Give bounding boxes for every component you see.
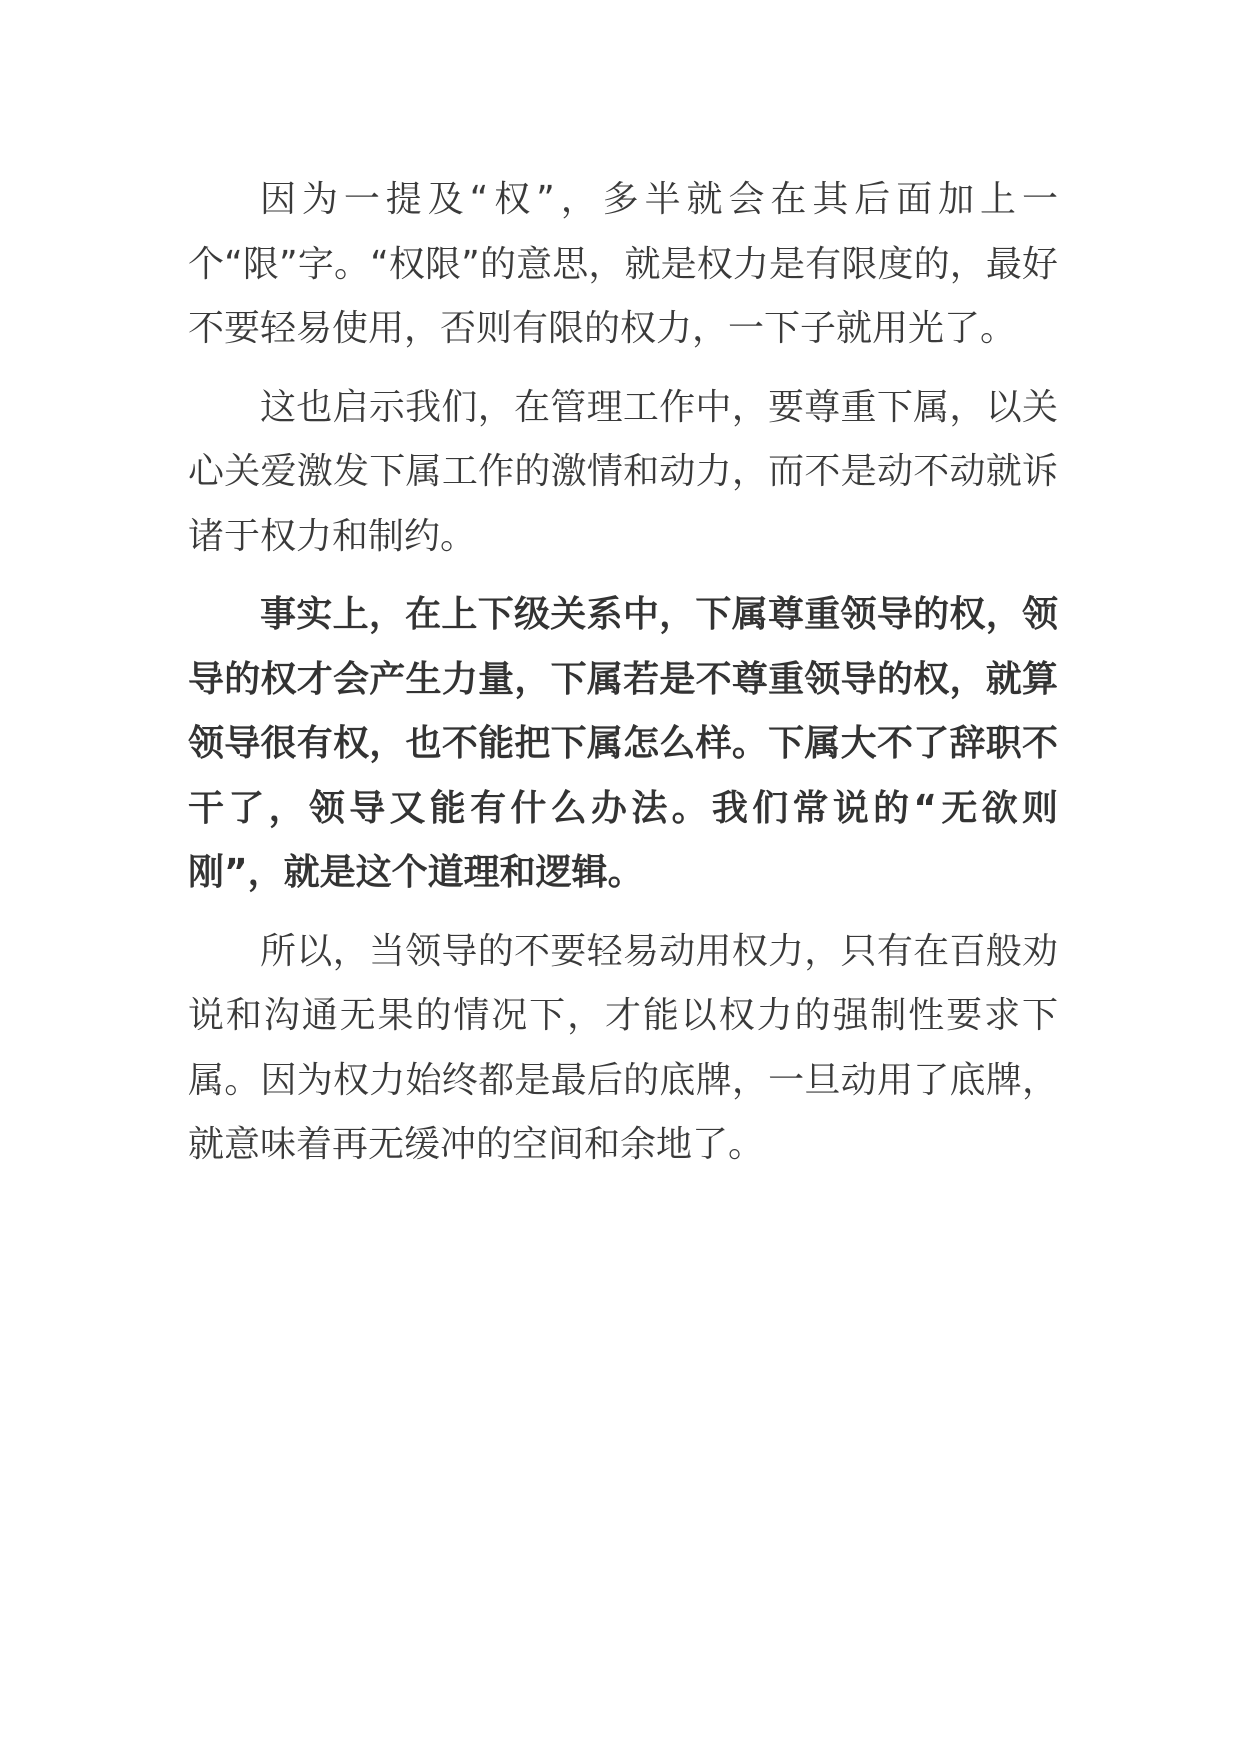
document-body bbox=[188, 168, 1058, 1192]
paragraph-1: 因为一提及“权”，多半就会在其后面加上一个“限”字。“权限”的意思，就是权力是有限度的，最好不要轻易使用，否则有限的权力，一下子就用光了。 bbox=[188, 179, 1058, 349]
paragraph-3-bold: 事实上，在上下级关系中，下属尊重领导的权，领导的权才会产生力量，下属若是不尊重领导的权，就算领导很有权，也不能把下属怎么样。下属大不了辞职不干了，领导又能有什么办法。我们常说的“无欲则刚”，就是这个道理和逻辑。 bbox=[188, 594, 1058, 893]
paragraph-2: 这也启示我们，在管理工作中，要尊重下属，以关心关爱激发下属工作的激情和动力，而不是动不动就诉诸于权力和制约。 bbox=[188, 386, 1058, 557]
paragraph-4: 所以，当领导的不要轻易动用权力，只有在百般劝说和沟通无果的情况下，才能以权力的强制性要求下属。因为权力始终都是最后的底牌，一旦动用了底牌，就意味着再无缓冲的空间和余地了。 bbox=[188, 930, 1058, 1165]
